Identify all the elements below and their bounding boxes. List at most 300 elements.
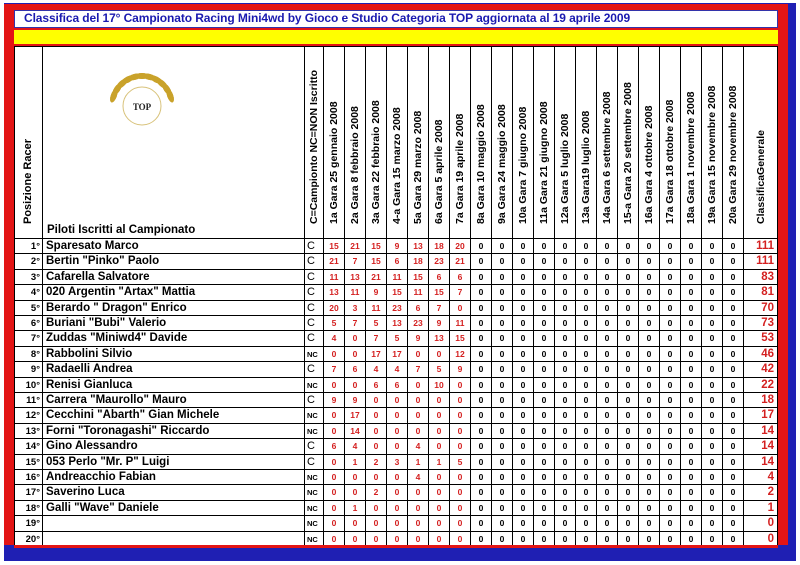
header-race-label: 18a Gara 1 novembre 2008 (685, 91, 697, 224)
row-total: 14 (744, 439, 778, 454)
row-race-score: 0 (492, 270, 513, 285)
row-race-score: 0 (618, 285, 639, 300)
row-position: 7° (14, 331, 43, 346)
row-race-score: 23 (387, 301, 408, 316)
row-race-score: 0 (492, 424, 513, 439)
row-total: 0 (744, 516, 778, 531)
row-race-score: 0 (639, 393, 660, 408)
row-race-score: 0 (723, 455, 744, 470)
row-race-score: 0 (429, 439, 450, 454)
row-race-score: 0 (555, 470, 576, 485)
row-race-score: 0 (555, 424, 576, 439)
row-race-score: 13 (324, 285, 345, 300)
row-race-score: 0 (660, 532, 681, 547)
row-race-score: 0 (513, 316, 534, 331)
row-race-score: 0 (513, 470, 534, 485)
row-race-score: 0 (492, 378, 513, 393)
header-race-label: 15-a Gara 20 settembre 2008 (622, 82, 634, 224)
row-race-score: 5 (366, 316, 387, 331)
row-race-score: 0 (639, 516, 660, 531)
row-race-score: 0 (723, 393, 744, 408)
row-race-score: 1 (408, 455, 429, 470)
row-race-score: 0 (681, 347, 702, 362)
header-race-label: 5a Gara 29 marzo 2008 (412, 110, 424, 224)
row-race-score: 0 (702, 362, 723, 377)
row-position: 3° (14, 270, 43, 285)
row-race-score: 0 (702, 455, 723, 470)
row-race-score: 0 (723, 285, 744, 300)
row-race-score: 0 (408, 378, 429, 393)
row-race-score: 4 (324, 331, 345, 346)
row-race-score: 0 (345, 347, 366, 362)
row-race-score: 0 (597, 424, 618, 439)
row-race-score: 0 (555, 516, 576, 531)
row-race-score: 0 (513, 516, 534, 531)
row-race-score: 0 (723, 239, 744, 254)
row-race-score: 0 (660, 439, 681, 454)
row-race-score: 0 (597, 393, 618, 408)
row-race-score: 11 (408, 285, 429, 300)
header-race-label: 19a Gara 15 novembre 2008 (706, 85, 718, 224)
row-category: C (305, 316, 324, 331)
row-race-score: 0 (471, 316, 492, 331)
row-race-score: 0 (681, 301, 702, 316)
row-race-score: 0 (534, 316, 555, 331)
row-category: NC (305, 532, 324, 547)
bottom-red-band (14, 545, 778, 548)
row-race-score: 6 (408, 301, 429, 316)
row-race-score: 0 (450, 501, 471, 516)
row-race-score: 0 (429, 501, 450, 516)
row-race-score: 0 (597, 485, 618, 500)
header-race-3 (366, 46, 387, 239)
row-race-score: 0 (492, 532, 513, 547)
row-race-score: 0 (429, 470, 450, 485)
row-race-score: 0 (471, 331, 492, 346)
row-race-score: 15 (366, 254, 387, 269)
row-total: 14 (744, 424, 778, 439)
row-race-score: 0 (702, 347, 723, 362)
row-race-score: 0 (681, 393, 702, 408)
row-race-score: 20 (324, 301, 345, 316)
row-race-score: 0 (450, 470, 471, 485)
row-race-score: 2 (366, 455, 387, 470)
row-total: 81 (744, 285, 778, 300)
row-race-score: 0 (534, 301, 555, 316)
row-race-score: 0 (345, 516, 366, 531)
row-race-score: 0 (660, 254, 681, 269)
row-race-score: 0 (723, 439, 744, 454)
row-race-score: 0 (723, 408, 744, 423)
row-category: NC (305, 424, 324, 439)
row-total: 22 (744, 378, 778, 393)
row-race-score: 15 (366, 239, 387, 254)
row-race-score: 0 (492, 285, 513, 300)
row-race-score: 15 (324, 239, 345, 254)
row-race-score: 0 (492, 362, 513, 377)
row-race-score: 0 (429, 532, 450, 547)
row-category: NC (305, 408, 324, 423)
row-race-score: 0 (576, 347, 597, 362)
row-race-score: 0 (471, 408, 492, 423)
row-race-score: 0 (681, 516, 702, 531)
row-race-score: 6 (387, 378, 408, 393)
row-race-score: 0 (408, 501, 429, 516)
row-race-score: 0 (576, 393, 597, 408)
row-race-score: 0 (576, 501, 597, 516)
row-category: C (305, 239, 324, 254)
row-pilot-name: 020 Argentin "Artax" Mattia (43, 285, 305, 300)
row-race-score: 4 (387, 362, 408, 377)
row-race-score: 0 (576, 301, 597, 316)
header-race-label: 9a Gara 24 maggio 2008 (496, 104, 508, 224)
header-race-label: 1a Gara 25 gennaio 2008 (328, 101, 340, 224)
row-race-score: 0 (471, 270, 492, 285)
row-race-score: 0 (681, 362, 702, 377)
row-total: 53 (744, 331, 778, 346)
logo-text: TOP (132, 102, 152, 112)
row-race-score: 0 (576, 362, 597, 377)
row-race-score: 0 (597, 470, 618, 485)
header-race-13 (576, 46, 597, 239)
row-race-score: 0 (660, 424, 681, 439)
header-race-11 (534, 46, 555, 239)
row-category: NC (305, 347, 324, 362)
row-race-score: 0 (471, 455, 492, 470)
row-pilot-name: Forni "Toronagashi" Riccardo (43, 424, 305, 439)
row-race-score: 6 (450, 270, 471, 285)
row-category: C (305, 285, 324, 300)
row-race-score: 20 (450, 239, 471, 254)
row-race-score: 13 (408, 239, 429, 254)
row-race-score: 10 (429, 378, 450, 393)
row-race-score: 0 (576, 331, 597, 346)
row-race-score: 0 (576, 378, 597, 393)
row-race-score: 0 (639, 285, 660, 300)
row-race-score: 6 (345, 362, 366, 377)
row-race-score: 0 (639, 254, 660, 269)
row-race-score: 0 (597, 239, 618, 254)
row-race-score: 0 (618, 424, 639, 439)
row-race-score: 0 (429, 347, 450, 362)
row-race-score: 4 (345, 439, 366, 454)
row-race-score: 0 (366, 408, 387, 423)
row-total: 73 (744, 316, 778, 331)
row-race-score: 0 (618, 455, 639, 470)
row-race-score: 0 (702, 285, 723, 300)
row-race-score: 0 (576, 532, 597, 547)
row-race-score: 0 (450, 408, 471, 423)
row-race-score: 0 (366, 532, 387, 547)
row-pilot-name: Andreacchio Fabian (43, 470, 305, 485)
row-race-score: 0 (471, 470, 492, 485)
row-total: 42 (744, 362, 778, 377)
header-race-label: 12a Gara 5 luglio 2008 (559, 113, 571, 224)
row-race-score: 0 (576, 516, 597, 531)
row-race-score: 0 (450, 485, 471, 500)
row-race-score: 0 (555, 408, 576, 423)
row-race-score: 0 (513, 378, 534, 393)
row-race-score: 0 (660, 239, 681, 254)
row-race-score: 0 (702, 316, 723, 331)
row-race-score: 13 (429, 331, 450, 346)
row-race-score: 0 (513, 285, 534, 300)
header-race-label: 16a Gara 4 ottobre 2008 (643, 105, 655, 224)
row-position: 2° (14, 254, 43, 269)
row-race-score: 0 (723, 254, 744, 269)
row-race-score: 0 (555, 285, 576, 300)
row-race-score: 0 (702, 301, 723, 316)
row-race-score: 0 (555, 254, 576, 269)
header-race-14 (597, 46, 618, 239)
row-race-score: 0 (618, 362, 639, 377)
header-race-7 (450, 46, 471, 239)
row-race-score: 0 (681, 455, 702, 470)
row-race-score: 0 (429, 408, 450, 423)
row-race-score: 0 (387, 532, 408, 547)
row-race-score: 0 (702, 516, 723, 531)
row-race-score: 0 (513, 301, 534, 316)
row-race-score: 0 (513, 347, 534, 362)
row-race-score: 0 (408, 516, 429, 531)
row-category: NC (305, 378, 324, 393)
row-race-score: 0 (471, 285, 492, 300)
row-race-score: 0 (681, 485, 702, 500)
row-race-score: 7 (450, 285, 471, 300)
row-race-score: 0 (513, 532, 534, 547)
row-race-score: 0 (576, 470, 597, 485)
row-race-score: 0 (471, 501, 492, 516)
row-race-score: 0 (702, 424, 723, 439)
row-race-score: 0 (597, 316, 618, 331)
row-race-score: 0 (597, 516, 618, 531)
row-race-score: 0 (576, 270, 597, 285)
row-race-score: 0 (534, 470, 555, 485)
row-race-score: 0 (324, 455, 345, 470)
row-race-score: 0 (597, 347, 618, 362)
row-race-score: 0 (639, 331, 660, 346)
row-pilot-name (43, 516, 305, 531)
row-race-score: 0 (513, 455, 534, 470)
row-race-score: 0 (597, 301, 618, 316)
row-race-score: 0 (681, 331, 702, 346)
row-position: 11° (14, 393, 43, 408)
row-race-score: 0 (660, 270, 681, 285)
row-pilot-name: Saverino Luca (43, 485, 305, 500)
row-race-score: 0 (576, 439, 597, 454)
row-race-score: 0 (534, 408, 555, 423)
row-race-score: 18 (408, 254, 429, 269)
row-pilot-name: Zuddas "Miniwd4" Davide (43, 331, 305, 346)
row-race-score: 0 (513, 424, 534, 439)
row-race-score: 0 (681, 239, 702, 254)
row-race-score: 0 (660, 316, 681, 331)
row-race-score: 0 (534, 393, 555, 408)
row-race-score: 4 (366, 362, 387, 377)
header-race-label: 3a Gara 22 febbraio 2008 (370, 100, 382, 224)
row-position: 10° (14, 378, 43, 393)
row-race-score: 7 (429, 301, 450, 316)
header-race-label: 4-a Gara 15 marzo 2008 (391, 107, 403, 224)
header-race-1 (324, 46, 345, 239)
row-race-score: 0 (618, 316, 639, 331)
row-total: 2 (744, 485, 778, 500)
header-race-label: 8a Gara 10 maggio 2008 (475, 104, 487, 224)
row-race-score: 0 (597, 362, 618, 377)
row-race-score: 6 (429, 270, 450, 285)
row-race-score: 0 (492, 331, 513, 346)
row-race-score: 0 (702, 239, 723, 254)
row-race-score: 0 (660, 501, 681, 516)
row-race-score: 11 (324, 270, 345, 285)
row-race-score: 0 (387, 516, 408, 531)
header-race-2 (345, 46, 366, 239)
row-pilot-name: Cecchini "Abarth" Gian Michele (43, 408, 305, 423)
row-race-score: 0 (681, 501, 702, 516)
row-race-score: 18 (429, 239, 450, 254)
row-category: C (305, 439, 324, 454)
row-race-score: 0 (471, 239, 492, 254)
header-race-5 (408, 46, 429, 239)
row-pilot-name: Gino Alessandro (43, 439, 305, 454)
row-race-score: 0 (681, 254, 702, 269)
row-race-score: 0 (492, 239, 513, 254)
row-race-score: 0 (450, 439, 471, 454)
row-race-score: 1 (345, 501, 366, 516)
row-race-score: 0 (471, 516, 492, 531)
header-pilots (43, 46, 305, 239)
row-race-score: 0 (513, 439, 534, 454)
row-race-score: 0 (576, 239, 597, 254)
row-race-score: 12 (450, 347, 471, 362)
row-race-score: 0 (492, 501, 513, 516)
row-race-score: 15 (408, 270, 429, 285)
row-race-score: 0 (618, 532, 639, 547)
row-race-score: 0 (597, 532, 618, 547)
row-race-score: 0 (660, 331, 681, 346)
header-race-15 (618, 46, 639, 239)
row-race-score: 0 (471, 301, 492, 316)
row-race-score: 9 (387, 239, 408, 254)
row-race-score: 0 (618, 501, 639, 516)
row-position: 1° (14, 239, 43, 254)
header-total-label: ClassificaGenerale (754, 130, 767, 224)
row-race-score: 0 (534, 532, 555, 547)
row-position: 16° (14, 470, 43, 485)
row-race-score: 0 (513, 393, 534, 408)
row-race-score: 0 (492, 316, 513, 331)
row-race-score: 0 (555, 532, 576, 547)
row-position: 20° (14, 532, 43, 547)
row-position: 15° (14, 455, 43, 470)
row-race-score: 0 (639, 239, 660, 254)
row-race-score: 0 (660, 470, 681, 485)
header-position-label: Posizione Racer (22, 139, 34, 224)
row-race-score: 15 (387, 285, 408, 300)
row-race-score: 0 (639, 270, 660, 285)
row-position: 17° (14, 485, 43, 500)
row-race-score: 0 (597, 439, 618, 454)
row-race-score: 0 (681, 285, 702, 300)
row-race-score: 0 (471, 424, 492, 439)
row-race-score: 0 (639, 347, 660, 362)
row-race-score: 0 (513, 362, 534, 377)
laurel-wreath-icon (100, 64, 184, 148)
row-race-score: 7 (345, 254, 366, 269)
row-race-score: 0 (492, 470, 513, 485)
row-race-score: 0 (429, 516, 450, 531)
row-race-score: 0 (576, 316, 597, 331)
row-race-score: 0 (702, 439, 723, 454)
row-race-score: 0 (555, 501, 576, 516)
row-race-score: 0 (555, 485, 576, 500)
row-race-score: 9 (366, 285, 387, 300)
row-race-score: 0 (492, 485, 513, 500)
row-race-score: 0 (597, 378, 618, 393)
row-race-score: 9 (324, 393, 345, 408)
row-race-score: 0 (618, 331, 639, 346)
row-race-score: 0 (555, 455, 576, 470)
row-race-score: 0 (450, 393, 471, 408)
row-race-score: 4 (408, 470, 429, 485)
row-pilot-name: Sparesato Marco (43, 239, 305, 254)
row-race-score: 0 (345, 378, 366, 393)
row-race-score: 23 (408, 316, 429, 331)
header-race-label: 6a Gara 5 aprile 2008 (433, 119, 445, 224)
header-race-9 (492, 46, 513, 239)
row-race-score: 9 (408, 331, 429, 346)
header-category (305, 46, 324, 239)
row-category: NC (305, 516, 324, 531)
header-race-20 (723, 46, 744, 239)
row-race-score: 0 (471, 362, 492, 377)
row-race-score: 0 (492, 455, 513, 470)
row-race-score: 0 (660, 378, 681, 393)
row-pilot-name: Renisi Gianluca (43, 378, 305, 393)
row-race-score: 23 (429, 254, 450, 269)
row-race-score: 0 (471, 393, 492, 408)
row-race-score: 0 (324, 347, 345, 362)
row-race-score: 0 (702, 408, 723, 423)
row-total: 1 (744, 501, 778, 516)
row-race-score: 0 (555, 378, 576, 393)
row-race-score: 0 (555, 362, 576, 377)
row-total: 0 (744, 532, 778, 547)
header-race-8 (471, 46, 492, 239)
row-race-score: 5 (450, 455, 471, 470)
row-race-score: 14 (345, 424, 366, 439)
row-race-score: 17 (366, 347, 387, 362)
row-race-score: 0 (681, 408, 702, 423)
row-race-score: 0 (723, 331, 744, 346)
row-race-score: 0 (345, 485, 366, 500)
row-race-score: 0 (618, 239, 639, 254)
row-race-score: 0 (660, 408, 681, 423)
row-total: 111 (744, 254, 778, 269)
row-pilot-name: Rabbolini Silvio (43, 347, 305, 362)
row-race-score: 0 (597, 408, 618, 423)
row-race-score: 0 (597, 501, 618, 516)
row-race-score: 5 (387, 331, 408, 346)
row-race-score: 2 (366, 485, 387, 500)
row-race-score: 0 (618, 439, 639, 454)
row-race-score: 0 (702, 532, 723, 547)
row-race-score: 1 (429, 455, 450, 470)
row-total: 17 (744, 408, 778, 423)
row-pilot-name: Bertin "Pinko" Paolo (43, 254, 305, 269)
row-race-score: 0 (366, 439, 387, 454)
row-race-score: 5 (324, 316, 345, 331)
